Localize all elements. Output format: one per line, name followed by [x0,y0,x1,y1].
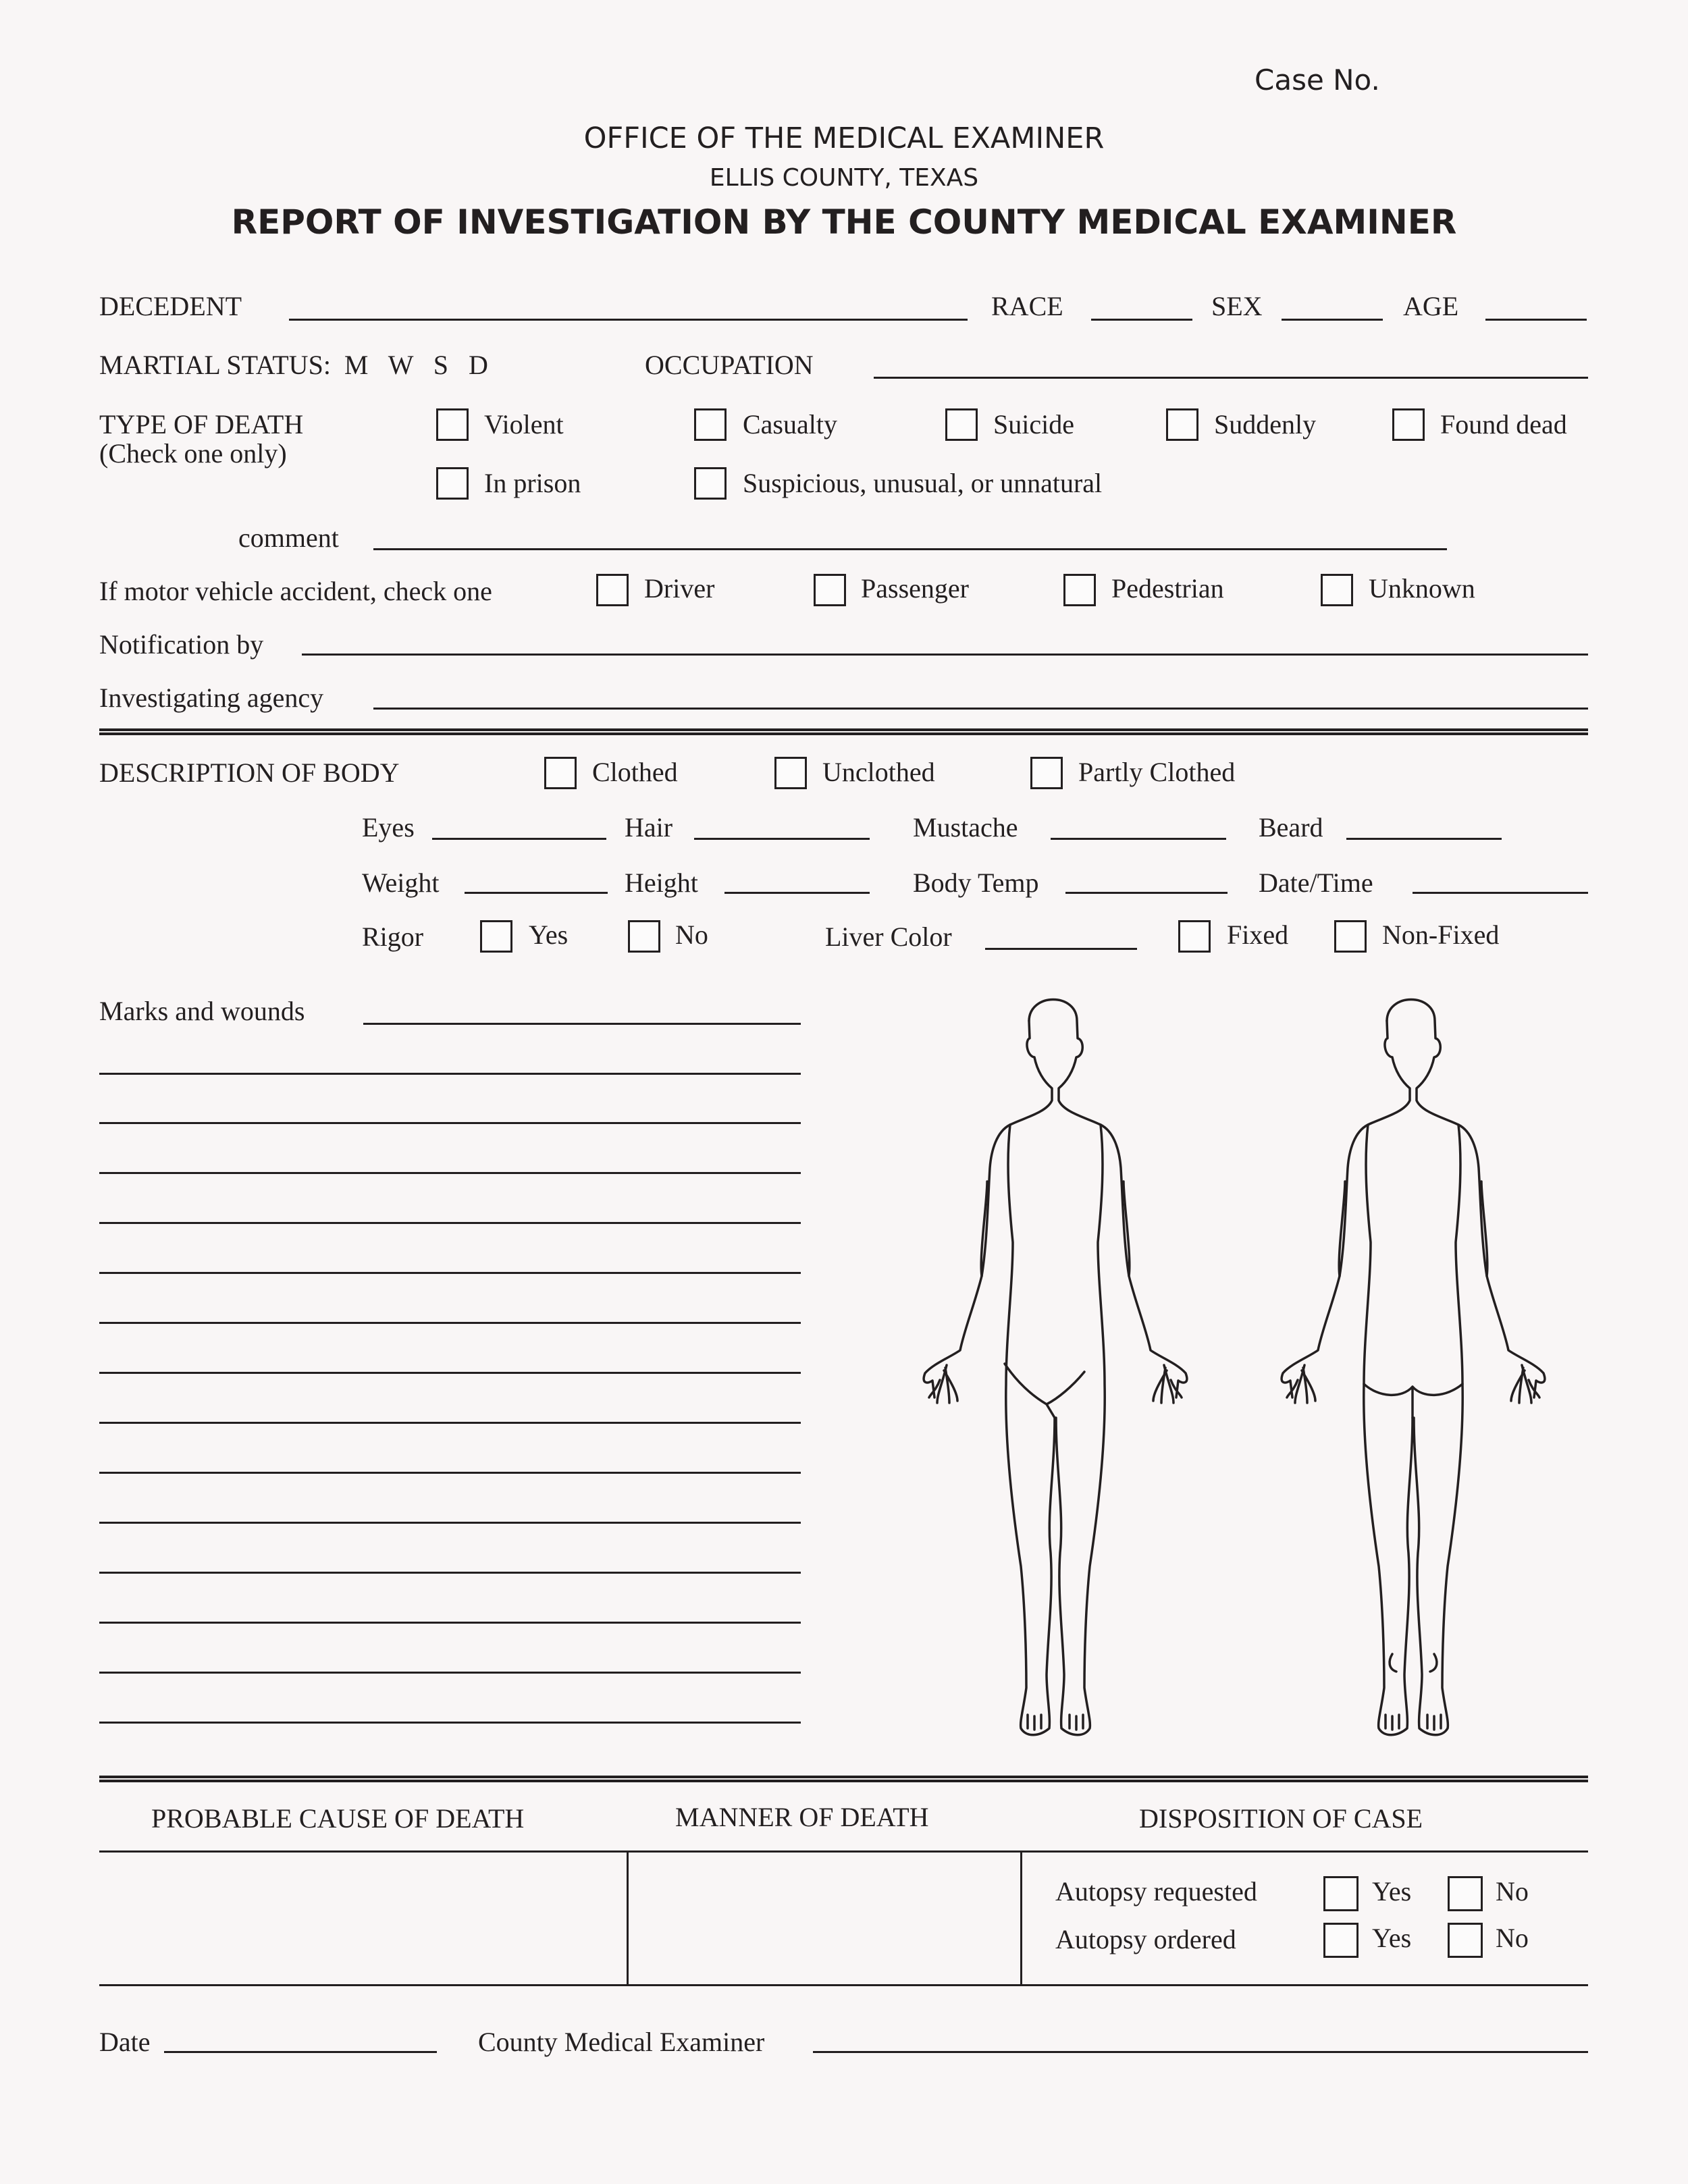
casualty-checkbox[interactable] [694,408,727,441]
case-no-label: Case No. [1255,63,1380,97]
driver-label: Driver [644,573,715,604]
manner-of-death-header: MANNER OF DEATH [675,1802,929,1832]
cause-of-death-field[interactable] [102,1853,625,1983]
section-divider [99,1776,1588,1782]
autopsy-ordered-no-label: No [1496,1923,1529,1953]
table-divider [627,1850,629,1985]
rigor-no-label: No [675,920,708,950]
examiner-label: County Medical Examiner [478,2027,765,2057]
marks-line[interactable] [99,1122,801,1124]
race-label: RACE [991,291,1063,321]
decedent-label: DECEDENT [99,291,242,321]
marks-line[interactable] [99,1172,801,1174]
rigor-yes-label: Yes [529,920,569,950]
marks-and-wounds-label: Marks and wounds [99,996,305,1026]
violent-label: Violent [484,409,564,440]
rigor-no-checkbox[interactable] [628,920,660,953]
marks-line[interactable] [99,1222,801,1224]
clothed-checkbox[interactable] [544,757,577,789]
disposition-header: DISPOSITION OF CASE [1139,1803,1423,1834]
date-field[interactable] [164,2051,437,2053]
county-heading: ELLIS COUNTY, TEXAS [709,164,979,192]
marks-line[interactable] [99,1422,801,1424]
body-temp-label: Body Temp [913,868,1039,898]
autopsy-ordered-no-checkbox[interactable] [1448,1923,1483,1958]
description-of-body-label: DESCRIPTION OF BODY [99,757,400,788]
rigor-label: Rigor [362,922,424,952]
motor-vehicle-label: If motor vehicle accident, check one [99,576,492,606]
occupation-label: OCCUPATION [645,350,814,380]
hair-label: Hair [625,812,673,843]
body-diagram[interactable] [844,986,1600,1749]
age-field[interactable] [1485,319,1587,321]
eyes-field[interactable] [432,838,606,840]
autopsy-requested-yes-checkbox[interactable] [1323,1876,1359,1911]
autopsy-ordered-yes-checkbox[interactable] [1323,1923,1359,1958]
mustache-field[interactable] [1051,838,1226,840]
liver-color-field[interactable] [985,948,1137,950]
notification-field[interactable] [302,654,1588,656]
partly-clothed-checkbox[interactable] [1030,757,1063,789]
examiner-signature-field[interactable] [813,2051,1588,2053]
pedestrian-checkbox[interactable] [1063,574,1096,606]
comment-label: comment [238,523,339,553]
clothed-label: Clothed [592,757,678,787]
passenger-label: Passenger [861,573,969,604]
marks-line[interactable] [99,1522,801,1524]
mustache-label: Mustache [913,812,1018,843]
non-fixed-checkbox[interactable] [1334,920,1367,953]
manner-of-death-field[interactable] [629,1853,1018,1983]
unknown-checkbox[interactable] [1321,574,1353,606]
autopsy-requested-label: Autopsy requested [1055,1876,1257,1907]
table-bottom-rule [99,1984,1588,1986]
liver-color-label: Liver Color [825,922,952,952]
type-of-death-sublabel: (Check one only) [99,438,287,469]
table-divider [1020,1850,1022,1985]
occupation-field[interactable] [874,377,1588,379]
casualty-label: Casualty [743,409,837,440]
race-field[interactable] [1091,319,1192,321]
date-label: Date [99,2027,151,2057]
suspicious-checkbox[interactable] [694,467,727,500]
in-prison-label: In prison [484,468,581,498]
marks-line[interactable] [99,1322,801,1324]
autopsy-requested-no-checkbox[interactable] [1448,1876,1483,1911]
rigor-yes-checkbox[interactable] [480,920,512,953]
marks-line[interactable] [99,1572,801,1574]
section-divider [99,728,1588,735]
height-field[interactable] [724,892,870,894]
cause-of-death-header: PROBABLE CAUSE OF DEATH [151,1803,525,1834]
age-label: AGE [1403,291,1459,321]
unclothed-checkbox[interactable] [774,757,807,789]
sex-field[interactable] [1282,319,1383,321]
found-dead-checkbox[interactable] [1392,408,1425,441]
front-figure [924,1000,1187,1735]
suddenly-label: Suddenly [1214,409,1317,440]
hair-field[interactable] [694,838,870,840]
unclothed-label: Unclothed [822,757,935,787]
suspicious-label: Suspicious, unusual, or unnatural [743,468,1103,498]
suicide-label: Suicide [993,409,1074,440]
fixed-label: Fixed [1227,920,1289,950]
type-of-death-label: TYPE OF DEATH [99,409,304,440]
suddenly-checkbox[interactable] [1166,408,1198,441]
comment-field[interactable] [373,548,1447,550]
suicide-checkbox[interactable] [945,408,978,441]
marks-line[interactable] [99,1672,801,1674]
marks-line[interactable] [99,1622,801,1624]
body-temp-field[interactable] [1065,892,1228,894]
date-time-field[interactable] [1413,892,1588,894]
autopsy-ordered-yes-label: Yes [1372,1923,1412,1953]
autopsy-requested-no-label: No [1496,1876,1529,1907]
weight-field[interactable] [465,892,608,894]
passenger-checkbox[interactable] [814,574,846,606]
marks-and-wounds-field[interactable] [363,1023,801,1025]
marks-line[interactable] [99,1073,801,1075]
non-fixed-label: Non-Fixed [1382,920,1500,950]
autopsy-requested-yes-label: Yes [1372,1876,1412,1907]
table-top-rule [99,1850,1588,1853]
back-figure [1282,1000,1545,1735]
in-prison-checkbox[interactable] [436,467,469,500]
fixed-checkbox[interactable] [1178,920,1211,953]
autopsy-ordered-label: Autopsy ordered [1055,1924,1236,1954]
driver-checkbox[interactable] [596,574,629,606]
pedestrian-label: Pedestrian [1111,573,1224,604]
decedent-field[interactable] [289,319,968,321]
office-heading: OFFICE OF THE MEDICAL EXAMINER [583,122,1105,155]
beard-label: Beard [1259,812,1323,843]
beard-field[interactable] [1346,838,1502,840]
date-time-label: Date/Time [1259,868,1373,898]
partly-clothed-label: Partly Clothed [1078,757,1236,787]
marks-line[interactable] [99,1272,801,1274]
marks-line[interactable] [99,1722,801,1724]
height-label: Height [625,868,698,898]
marital-status-label: MARTIAL STATUS: M W S D [99,350,488,380]
unknown-label: Unknown [1369,573,1475,604]
investigating-agency-label: Investigating agency [99,683,324,713]
found-dead-label: Found dead [1440,409,1567,440]
marks-line[interactable] [99,1472,801,1474]
marks-line[interactable] [99,1372,801,1374]
notification-label: Notification by [99,629,264,660]
report-title: REPORT OF INVESTIGATION BY THE COUNTY MEDICAL EXAMINER [231,203,1457,242]
eyes-label: Eyes [362,812,415,843]
weight-label: Weight [362,868,440,898]
sex-label: SEX [1211,291,1263,321]
investigating-agency-field[interactable] [373,708,1588,710]
violent-checkbox[interactable] [436,408,469,441]
